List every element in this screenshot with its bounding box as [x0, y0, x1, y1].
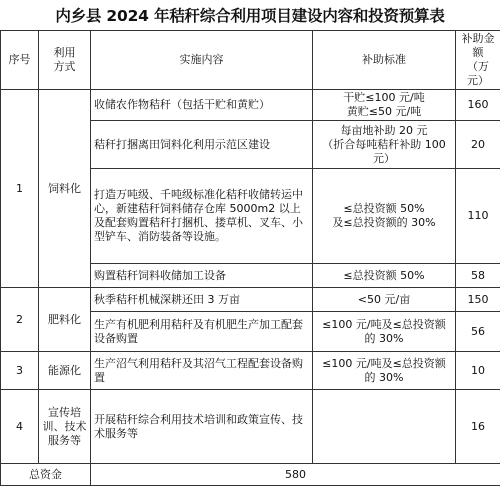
document-title: 内乡县 2024 年秸秆综合利用项目建设内容和投资预算表 [55, 7, 445, 25]
row-amount: 110 [456, 169, 500, 264]
total-label: 总资金 [1, 464, 91, 486]
row-standard [313, 390, 456, 464]
table-row [1, 352, 500, 390]
row-standard: ≤100 元/吨及≤总投资额 的 30% [313, 352, 456, 390]
row-standard: 每亩地补助 20 元 （折合每吨秸秆补助 100 元） [313, 121, 456, 169]
total-amount: 580 [91, 464, 500, 486]
budget-table [0, 30, 500, 486]
row-content: 生产沼气利用秸秆及其沼气工程配套设备购置 [91, 352, 313, 390]
row-amount: 16 [456, 390, 500, 464]
row-standard: ≤总投资额 50% 及≤总投资额的 30% [313, 169, 456, 264]
row-standard: 干贮≤100 元/吨 黄贮≤50 元/吨 [313, 90, 456, 121]
group-index: 1 [1, 90, 39, 288]
row-content: 购置秸秆饲料收储加工设备 [91, 264, 313, 288]
group-index: 2 [1, 288, 39, 352]
group-method: 饲料化 [39, 90, 91, 288]
group-method: 宣传培训、技术服务等 [39, 390, 91, 464]
group-index: 4 [1, 390, 39, 464]
row-amount: 56 [456, 312, 500, 352]
table-row [1, 90, 500, 121]
header-content: 实施内容 [91, 31, 313, 90]
row-standard: ≤总投资额 50% [313, 264, 456, 288]
row-content: 开展秸秆综合利用技术培训和政策宣传、技术服务等 [91, 390, 313, 464]
header-standard: 补助标准 [313, 31, 456, 90]
total-row [1, 464, 500, 486]
group-method: 能源化 [39, 352, 91, 390]
row-amount: 10 [456, 352, 500, 390]
table-row [1, 288, 500, 312]
header-index: 序号 [1, 31, 39, 90]
row-content: 秸秆打捆离田饲料化利用示范区建设 [91, 121, 313, 169]
row-amount: 58 [456, 264, 500, 288]
row-content: 收储农作物秸秆（包括干贮和黄贮） [91, 90, 313, 121]
row-standard: <50 元/亩 [313, 288, 456, 312]
table-row [1, 390, 500, 464]
group-index: 3 [1, 352, 39, 390]
table-header-row [1, 31, 500, 90]
row-content: 秋季秸秆机械深耕还田 3 万亩 [91, 288, 313, 312]
group-method: 肥料化 [39, 288, 91, 352]
header-method: 利用 方式 [39, 31, 91, 90]
header-amount: 补助金 额 （万元） [456, 31, 500, 90]
row-standard: ≤100 元/吨及≤总投资额 的 30% [313, 312, 456, 352]
row-content: 打造万吨级、千吨级标准化秸秆收储转运中心，新建秸秆饲料储存仓库 5000m2 以上及配套购置秸秆打捆机、搂草机、叉车、小型铲车、消防装备等设施。 [91, 169, 313, 264]
row-content: 生产有机肥利用秸秆及有机肥生产加工配套设备购置 [91, 312, 313, 352]
row-amount: 20 [456, 121, 500, 169]
row-amount: 160 [456, 90, 500, 121]
row-amount: 150 [456, 288, 500, 312]
